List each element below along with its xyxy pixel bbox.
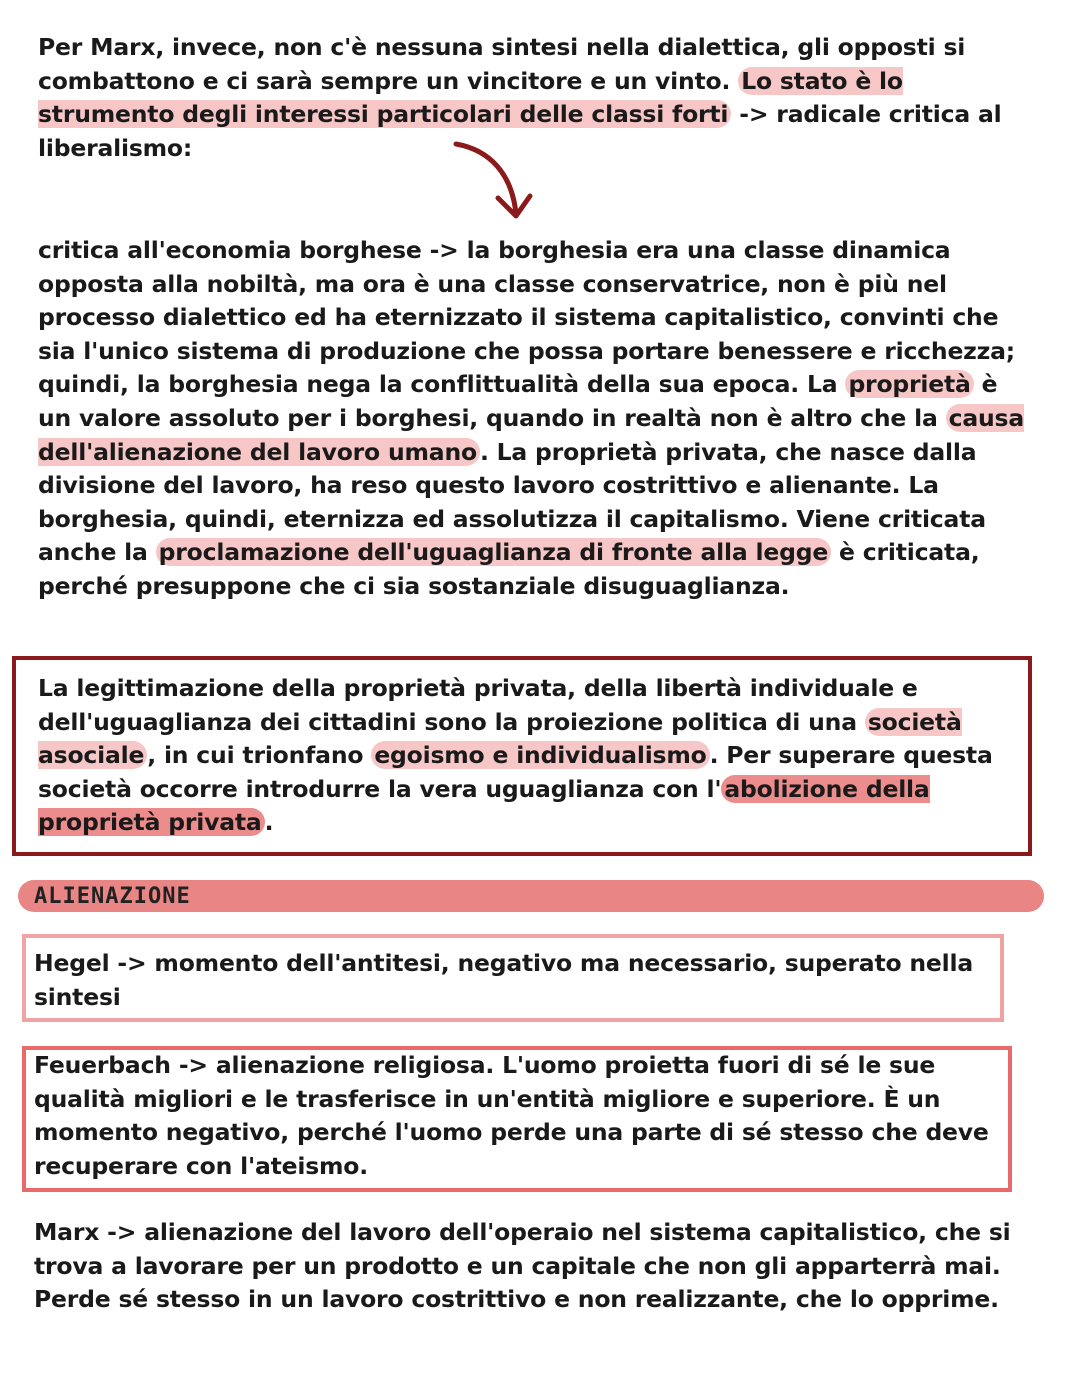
hegel-text: Hegel -> momento dell'antitesi, negativo ma necessario, superato nella sintesi — [34, 949, 974, 1011]
critique-text-3: . La proprietà privata, che nasce dalla divisione del lavoro, ha reso questo lavoro costrittivo e alienante. La borghesia, quindi, eternizza ed assolutizza il capitalismo. Viene criticata anche la — [38, 437, 986, 567]
highlight-egoism: egoismo e individualismo — [371, 741, 709, 769]
highlight-equality-proclamation: proclamazione dell'uguaglianza di fronte alla legge — [156, 538, 831, 566]
section-title: ALIENAZIONE — [34, 884, 191, 909]
box-text-4: . — [264, 808, 274, 837]
box-text-3: . Per superare questa società occorre introdurre la vera uguaglianza con l' — [38, 741, 993, 803]
box-text-2: , in cui trionfano — [147, 741, 372, 770]
highlight-alienation-cause: causa dell'alienazione del lavoro umano — [38, 403, 1024, 466]
critique-text-2: è un valore assoluto per i borghesi, quando in realtà non è altro che la — [38, 370, 998, 432]
critique-text-1: critica all'economia borghese -> la borghesia era una classe dinamica opposta alla nobiltà, ma ora è una classe conservatrice, non è più nel processo dialettico ed ha eternizzato il sistema capitalistico, convinti che sia l'unico sistema di produzione che possa portare benessere e ricchezza; quindi, la borghesia nega la conflittualità della sua epoca. La — [38, 236, 1015, 399]
box-text-1: La legittimazione della proprietà privata, della libertà individuale e dell'uguaglianza dei cittadini sono la proiezione politica di una — [38, 674, 918, 736]
feuerbach-text: Feuerbach -> alienazione religiosa. L'uomo proietta fuori di sé le sue qualità migliori e le trasferisce in un'entità migliore e superiore. È un momento negativo, perché l'uomo perde una parte di sé stesso che deve recuperare con l'ateismo. — [34, 1051, 989, 1180]
critique-text-4: è criticata, perché presuppone che ci sia sostanziale disuguaglianza. — [38, 538, 980, 600]
bourgeois-critique-paragraph — [38, 234, 1038, 604]
highlight-asocial-society: società asociale — [38, 707, 962, 770]
intro-highlight-state: Lo stato è lo strumento degli interessi particolari delle classi forti — [38, 66, 903, 129]
down-arrow-icon — [450, 136, 540, 226]
highlight-property: proprietà — [845, 370, 973, 398]
private-property-paragraph — [38, 672, 1023, 840]
highlight-abolition: abolizione della proprietà privata — [38, 774, 930, 837]
intro-text-start: Per Marx, invece, non c'è nessuna sintesi nella dialettica, gli opposti si combattono e ci sarà sempre un vincitore e un vinto. — [38, 33, 966, 95]
marx-text: Marx -> alienazione del lavoro dell'operaio nel sistema capitalistico, che si trova a lavorare per un prodotto e un capitale che non gli apparterrà mai. Perde sé stesso in un lavoro costrittivo e non realizzante, che lo opprime. — [34, 1218, 1011, 1314]
intro-text-end: -> radicale critica al liberalismo: — [38, 100, 1002, 162]
